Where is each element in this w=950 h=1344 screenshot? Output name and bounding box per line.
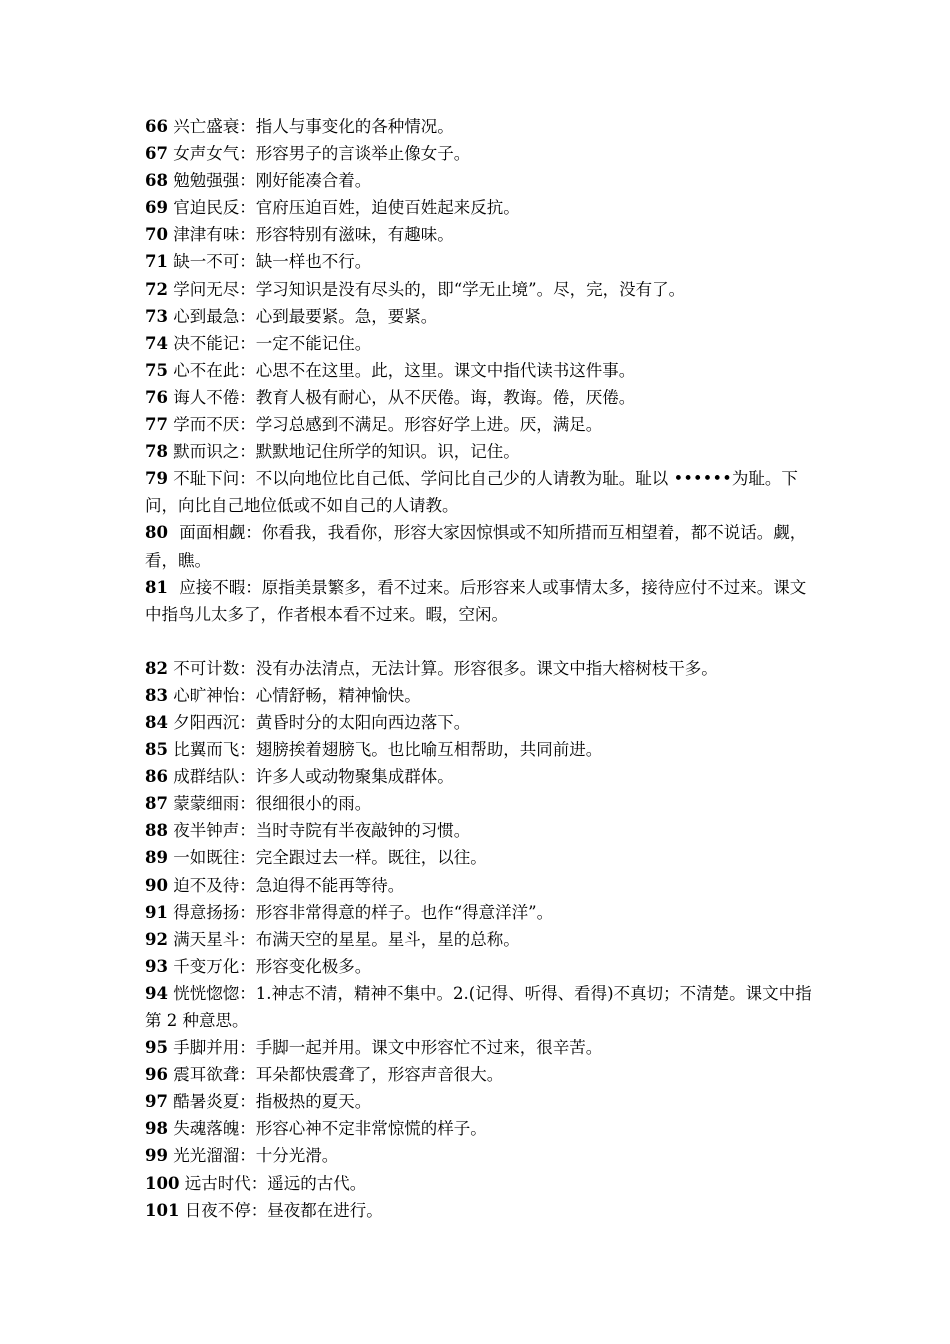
entry-definition: 千变万化：形容变化极多。 — [167, 956, 372, 976]
entry-definition: 官迫民反：官府压迫百姓，迫使百姓起来反抗。 — [167, 198, 520, 218]
entry-definition: 恍恍惚惚：1.神志不清，精神不集中。2.(记得、听得、看得)不真切；不清楚。课文中指第 2 种意思。 — [145, 983, 812, 1030]
entry-definition: 面面相觑：你看我，我看你，形容大家因惊惧或不知所措而互相望着，都不说话。觑，看，瞧。 — [145, 523, 807, 570]
entry-number: 73 — [145, 306, 168, 326]
entry-group-2 — [145, 655, 815, 1224]
entry-group-1 — [145, 113, 815, 628]
idiom-entry — [145, 980, 815, 1034]
entry-number: 92 — [145, 929, 168, 949]
idiom-entry — [145, 709, 815, 736]
idiom-entry — [145, 872, 815, 899]
idiom-entry — [145, 1115, 815, 1142]
idiom-entry — [145, 194, 815, 221]
entry-definition: 满天星斗：布满天空的星星。星斗，星的总称。 — [167, 929, 520, 949]
entry-definition: 应接不暇：原指美景繁多，看不过来。后形容来人或事情太多，接待应付不过来。课文中指鸟儿太多了，作者根本看不过来。暇，空闲。 — [145, 577, 807, 624]
entry-number: 89 — [145, 848, 168, 868]
idiom-entry — [145, 682, 815, 709]
entry-number: 95 — [145, 1038, 168, 1058]
entry-number: 84 — [145, 712, 168, 732]
idiom-entry — [145, 926, 815, 953]
idiom-entry — [145, 140, 815, 167]
entry-definition: 勉勉强强：刚好能凑合着。 — [167, 171, 372, 191]
idiom-entry — [145, 221, 815, 248]
idiom-entry — [145, 465, 815, 519]
entry-definition: 夜半钟声：当时寺院有半夜敲钟的习惯。 — [167, 821, 471, 841]
entry-definition: 默而识之：默默地记住所学的知识。识，记住。 — [167, 442, 520, 462]
vocabulary-list — [145, 113, 815, 1224]
entry-number: 76 — [145, 387, 168, 407]
entry-definition: 津津有味：形容特别有滋味，有趣味。 — [167, 225, 454, 245]
entry-definition: 远古时代：遥远的古代。 — [179, 1173, 367, 1193]
entry-number: 74 — [145, 333, 168, 353]
entry-definition: 心旷神怡：心情舒畅，精神愉快。 — [167, 685, 421, 705]
idiom-entry — [145, 1061, 815, 1088]
entry-definition: 缺一不可：缺一样也不行。 — [167, 252, 372, 272]
entry-number: 67 — [145, 144, 168, 164]
idiom-entry — [145, 1197, 815, 1224]
entry-number: 88 — [145, 821, 168, 841]
idiom-entry — [145, 357, 815, 384]
idiom-entry — [145, 303, 815, 330]
idiom-entry — [145, 736, 815, 763]
entry-definition: 学问无尽：学习知识是没有尽头的，即“学无止境”。尽，完，没有了。 — [167, 279, 686, 299]
entry-number: 101 — [145, 1200, 180, 1220]
idiom-entry — [145, 276, 815, 303]
idiom-entry — [145, 844, 815, 871]
entry-number: 69 — [145, 198, 168, 218]
entry-number: 85 — [145, 740, 168, 760]
entry-definition: 日夜不停：昼夜都在进行。 — [179, 1200, 383, 1220]
entry-number: 96 — [145, 1065, 168, 1085]
entry-number: 79 — [145, 469, 168, 489]
entry-definition: 兴亡盛衰：指人与事变化的各种情况。 — [167, 117, 454, 136]
entry-number: 90 — [145, 875, 168, 895]
entry-number: 94 — [145, 983, 168, 1003]
entry-definition: 震耳欲聋：耳朵都快震聋了，形容声音很大。 — [167, 1065, 504, 1085]
entry-number: 66 — [145, 117, 168, 136]
idiom-entry — [145, 655, 815, 682]
idiom-entry — [145, 113, 815, 140]
entry-number: 82 — [145, 658, 168, 678]
entry-definition: 学而不厌：学习总感到不满足。形容好学上进。厌，满足。 — [167, 415, 603, 435]
entry-definition: 得意扬扬：形容非常得意的样子。也作“得意洋洋”。 — [167, 902, 554, 922]
entry-definition: 失魂落魄：形容心神不定非常惊慌的样子。 — [167, 1119, 487, 1139]
idiom-entry — [145, 1034, 815, 1061]
entry-definition: 女声女气：形容男子的言谈举止像女子。 — [167, 144, 471, 164]
entry-definition: 心不在此：心思不在这里。此，这里。课文中指代读书这件事。 — [167, 360, 636, 380]
idiom-entry — [145, 411, 815, 438]
entry-number: 75 — [145, 360, 168, 380]
entry-definition: 手脚并用：手脚一起并用。课文中形容忙不过来，很辛苦。 — [167, 1038, 603, 1058]
entry-definition: 一如既往：完全跟过去一样。既往，以往。 — [167, 848, 487, 868]
entry-number: 81 — [145, 577, 168, 597]
entry-definition: 迫不及待：急迫得不能再等待。 — [167, 875, 405, 895]
idiom-entry — [145, 817, 815, 844]
entry-number: 97 — [145, 1092, 168, 1112]
entry-number: 93 — [145, 956, 168, 976]
idiom-entry — [145, 899, 815, 926]
idiom-entry — [145, 763, 815, 790]
idiom-entry — [145, 384, 815, 411]
idiom-entry — [145, 438, 815, 465]
entry-number: 83 — [145, 685, 168, 705]
section-gap — [145, 628, 815, 655]
entry-number: 71 — [145, 252, 168, 272]
entry-number: 87 — [145, 794, 168, 814]
idiom-entry — [145, 790, 815, 817]
idiom-entry — [145, 167, 815, 194]
entry-number: 78 — [145, 442, 168, 462]
idiom-entry — [145, 1142, 815, 1169]
entry-definition: 不可计数：没有办法清点，无法计算。形容很多。课文中指大榕树枝干多。 — [167, 658, 718, 678]
entry-number: 80 — [145, 523, 168, 543]
idiom-entry — [145, 1170, 815, 1197]
entry-definition: 光光溜溜：十分光滑。 — [167, 1146, 339, 1166]
idiom-entry — [145, 519, 815, 573]
entry-number: 86 — [145, 767, 168, 787]
idiom-entry — [145, 330, 815, 357]
idiom-entry — [145, 1088, 815, 1115]
entry-number: 91 — [145, 902, 168, 922]
entry-definition: 诲人不倦：教育人极有耐心，从不厌倦。诲，教诲。倦，厌倦。 — [167, 387, 636, 407]
entry-definition: 比翼而飞：翅膀挨着翅膀飞。也比喻互相帮助，共同前进。 — [167, 740, 603, 760]
entry-number: 100 — [145, 1173, 180, 1193]
entry-definition: 蒙蒙细雨：很细很小的雨。 — [167, 794, 372, 814]
entry-definition: 酷暑炎夏：指极热的夏天。 — [167, 1092, 372, 1112]
entry-number: 98 — [145, 1119, 168, 1139]
entry-number: 72 — [145, 279, 168, 299]
entry-definition: 不耻下问：不以向地位比自己低、学问比自己少的人请教为耻。耻以 ••••••为耻。下问，向比自己地位低或不如自己的人请教。 — [145, 469, 798, 516]
idiom-entry — [145, 248, 815, 275]
idiom-entry — [145, 953, 815, 980]
entry-definition: 成群结队：许多人或动物聚集成群体。 — [167, 767, 454, 787]
entry-definition: 决不能记：一定不能记住。 — [167, 333, 372, 353]
entry-definition: 心到最急：心到最要紧。急，要紧。 — [167, 306, 438, 326]
entry-number: 99 — [145, 1146, 168, 1166]
entry-number: 70 — [145, 225, 168, 245]
entry-definition: 夕阳西沉：黄昏时分的太阳向西边落下。 — [167, 712, 471, 732]
idiom-entry — [145, 574, 815, 628]
entry-number: 77 — [145, 415, 168, 435]
entry-number: 68 — [145, 171, 168, 191]
